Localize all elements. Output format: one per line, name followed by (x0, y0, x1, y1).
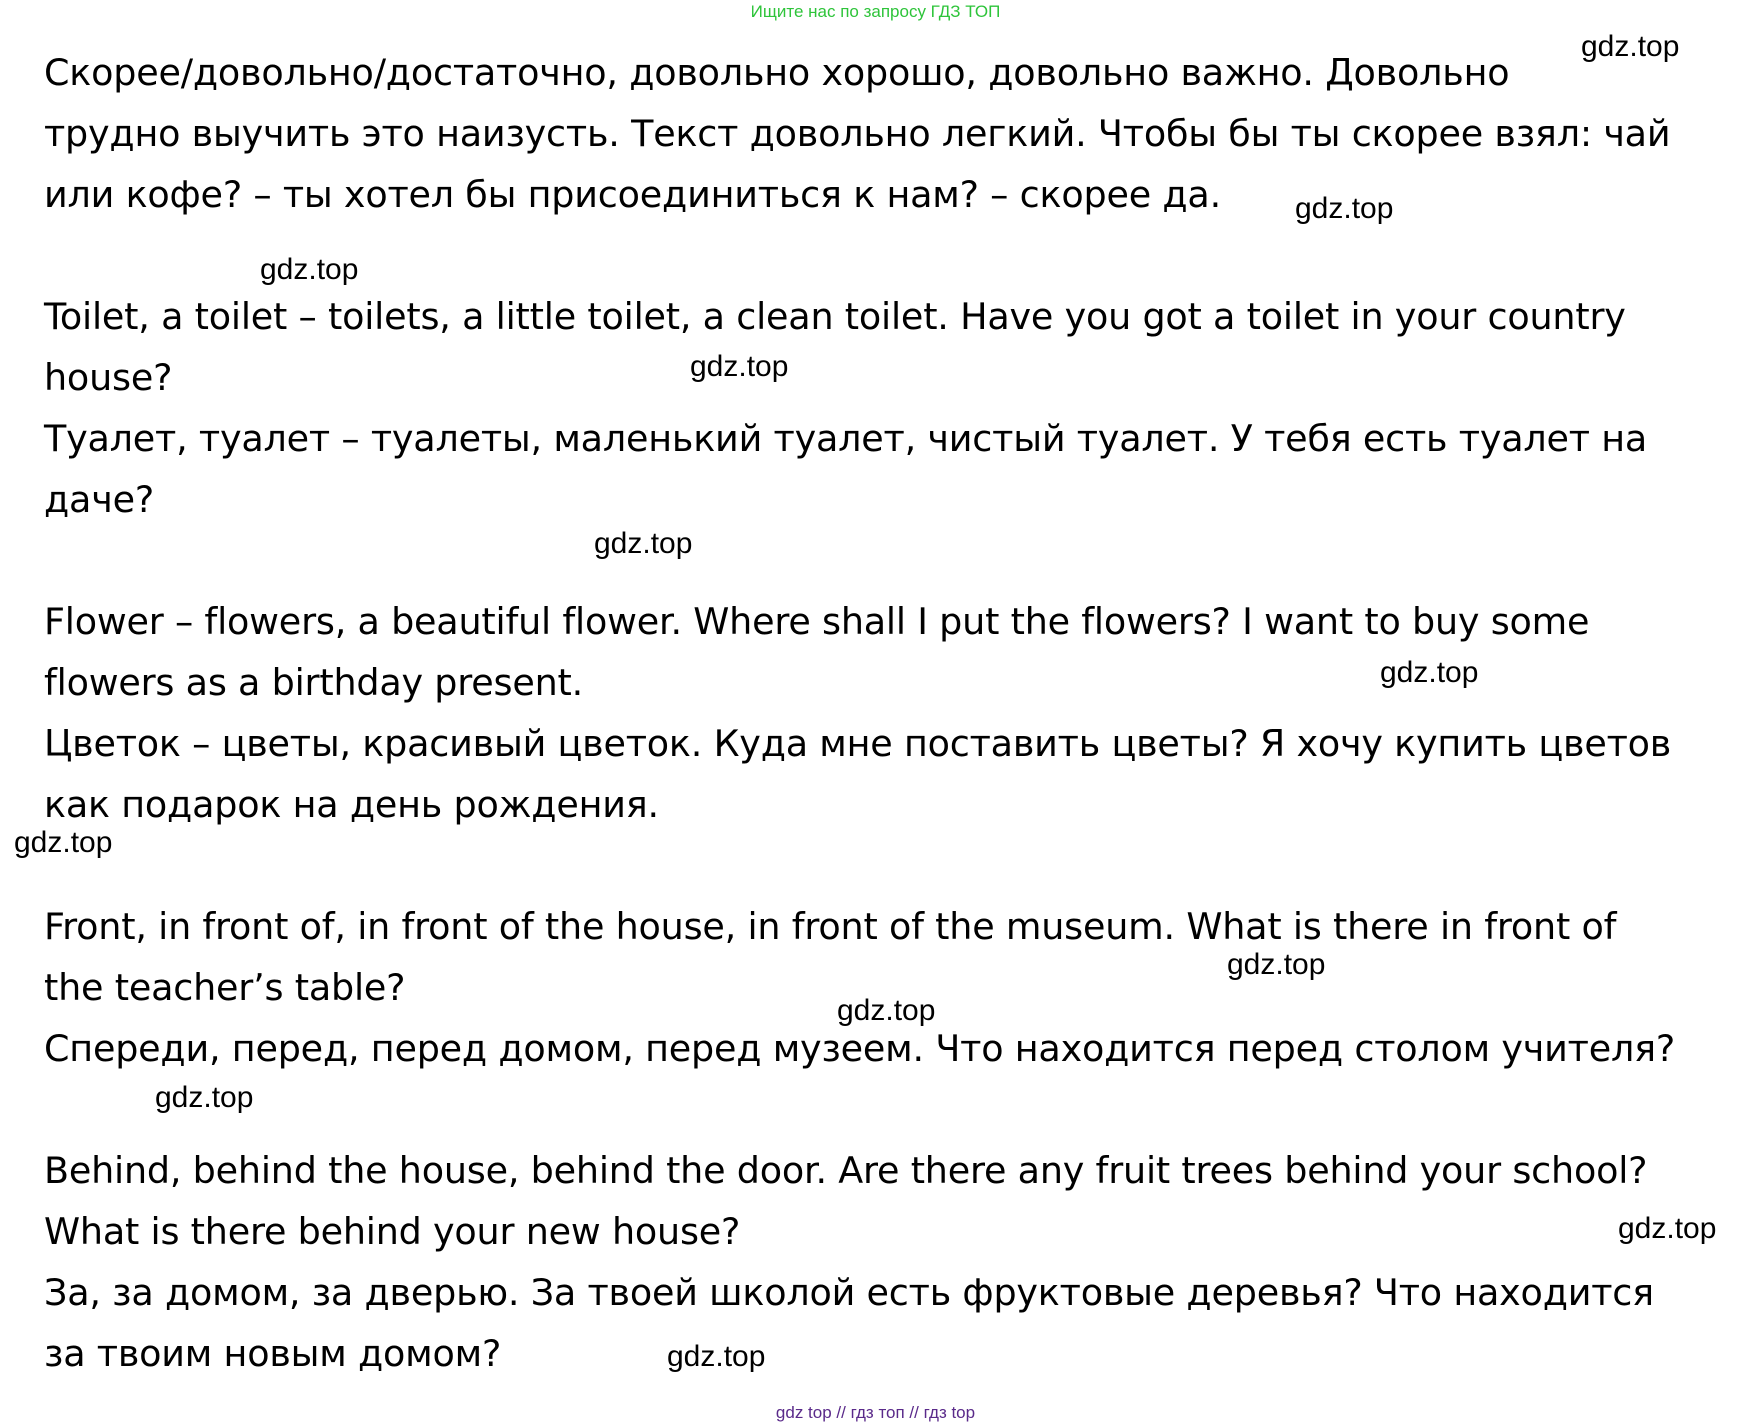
paragraph-gap (44, 835, 1724, 896)
watermark: gdz.top (837, 994, 936, 1027)
paragraph-gap (44, 530, 1724, 591)
text-line: the teacher’s table? (44, 966, 406, 1009)
text-line: даче? (44, 478, 154, 521)
watermark: gdz.top (594, 527, 693, 560)
watermark: gdz.top (1380, 656, 1479, 689)
watermark: gdz.top (260, 253, 359, 286)
text-line: или кофе? – ты хотел бы присоединиться к нам? – скорее да. (44, 173, 1221, 216)
watermark: gdz.top (1227, 948, 1326, 981)
footer-links: gdz top // гдз топ // гдз top (775, 1403, 976, 1422)
watermark: gdz.top (1295, 192, 1394, 225)
text-line: Front, in front of, in front of the house, in front of the museum. What is there in front of (44, 905, 1617, 948)
paragraph-gap (44, 1079, 1724, 1140)
watermark: gdz.top (155, 1081, 254, 1114)
paragraph-flower (44, 591, 1724, 835)
text-line: What is there behind your new house? (44, 1210, 741, 1253)
watermark: gdz.top (1618, 1212, 1717, 1245)
text-line: как подарок на день рождения. (44, 783, 659, 826)
watermark: gdz.top (14, 826, 113, 859)
watermark: gdz.top (1581, 30, 1680, 63)
text-line: Спереди, перед, перед домом, перед музеем. Что находится перед столом учителя? (44, 1027, 1676, 1070)
watermark: gdz.top (690, 350, 789, 383)
text-line: flowers as a birthday present. (44, 661, 584, 704)
text-line: Toilet, a toilet – toilets, a little toilet, a clean toilet. Have you got a toilet in your country (44, 295, 1626, 338)
text-line: трудно выучить это наизусть. Текст довольно легкий. Чтобы бы ты скорее взял: чай (44, 112, 1671, 155)
text-line: за твоим новым домом? (44, 1332, 502, 1375)
text-line: Туалет, туалет – туалеты, маленький туалет, чистый туалет. У тебя есть туалет на (44, 417, 1648, 460)
text-line: Цветок – цветы, красивый цветок. Куда мне поставить цветы? Я хочу купить цветов (44, 722, 1672, 765)
text-line: За, за домом, за дверью. За твоей школой есть фруктовые деревья? Что находится (44, 1271, 1654, 1314)
watermark: gdz.top (667, 1340, 766, 1373)
top-banner: Ищите нас по запросу ГДЗ ТОП (750, 2, 1001, 21)
text-line: Flower – flowers, a beautiful flower. Where shall I put the flowers? I want to buy some (44, 600, 1590, 643)
text-line: Скорее/довольно/достаточно, довольно хорошо, довольно важно. Довольно (44, 51, 1510, 94)
paragraph-rather (44, 42, 1724, 225)
paragraph-front (44, 896, 1724, 1079)
document-body (44, 42, 1724, 1384)
text-line: house? (44, 356, 173, 399)
paragraph-behind (44, 1140, 1724, 1384)
paragraph-toilet (44, 286, 1724, 530)
text-line: Behind, behind the house, behind the door. Are there any fruit trees behind your school? (44, 1149, 1648, 1192)
